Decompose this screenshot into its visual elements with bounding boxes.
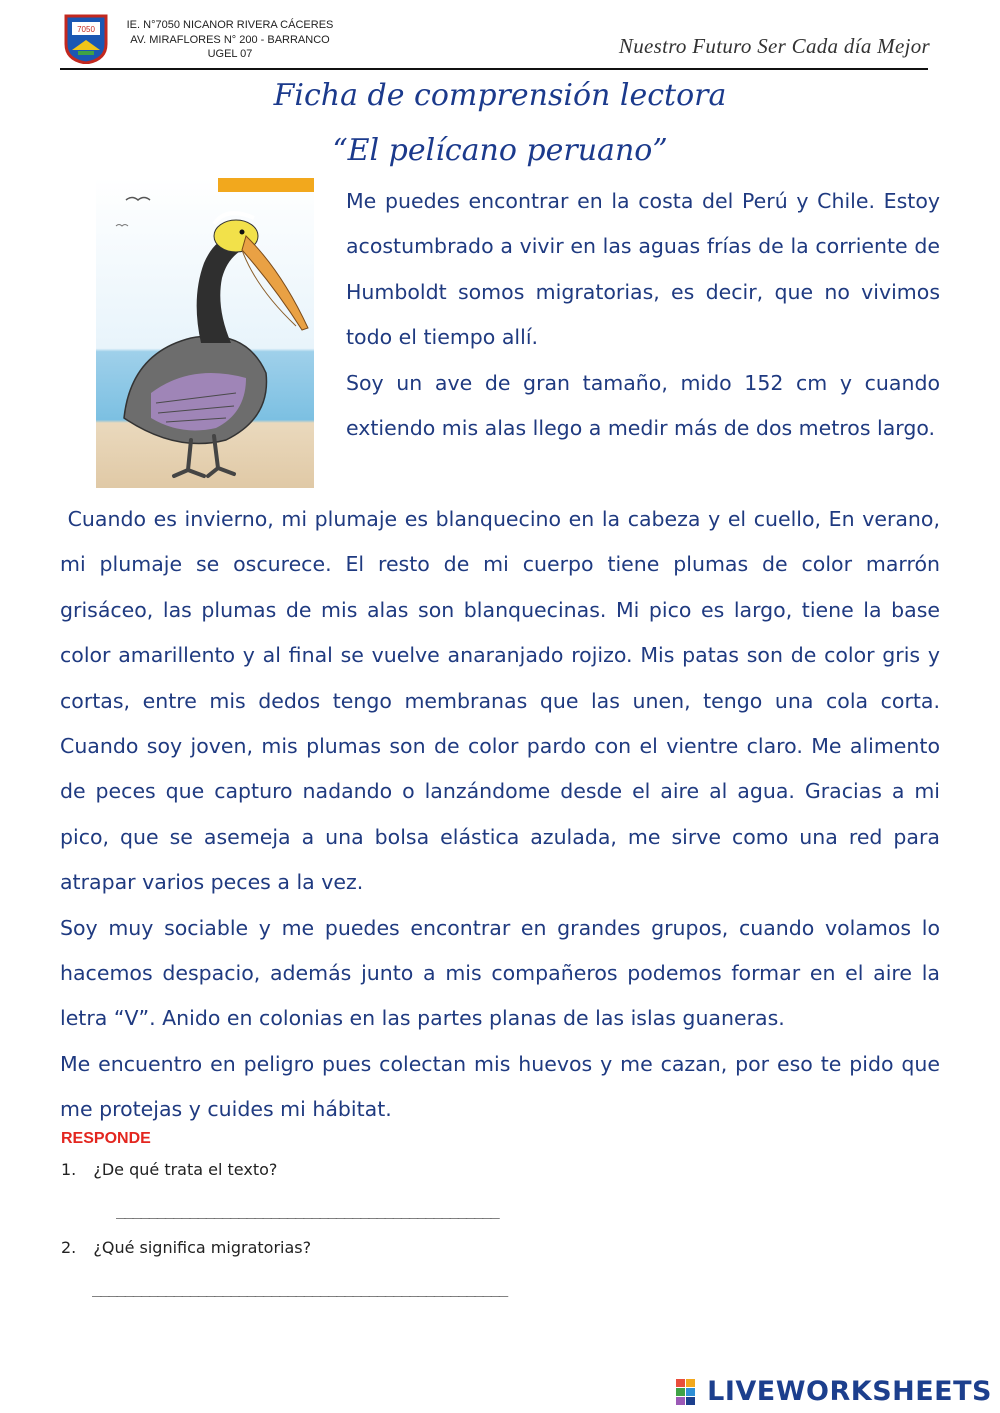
question-2 (61, 1238, 311, 1257)
question-1 (61, 1160, 277, 1179)
liveworksheets-brand[interactable]: LIVEWORKSHEETS (707, 1376, 992, 1407)
pelican-illustration (96, 178, 314, 488)
answer-2-line[interactable]: ___________________________________________________ (92, 1278, 507, 1297)
paragraph-4: Soy muy sociable y me puedes encontrar en grandes grupos, cuando volamos lo hacemos despacio, además junto a mis compañeros podemos formar en el aire la letra “V”. Anido en colonias en las partes planas de las islas guaneras. (60, 915, 940, 1031)
svg-text:7050: 7050 (77, 25, 95, 34)
paragraph-1: Me puedes encontrar en la costa del Perú y Chile. Estoy acostumbrado a vivir en las aguas frías de la corriente de Humboldt somos migratorias, es decir, que no vivimos todo el tiempo allí. (346, 189, 940, 350)
paragraph-5: Me encuentro en peligro pues colectan mis huevos y me cazan, por eso te pido que me protejas y cuides mi hábitat. (60, 1051, 940, 1122)
liveworksheets-logo-icon (676, 1379, 696, 1405)
answer-1-line[interactable]: _______________________________________________ (116, 1200, 499, 1219)
school-address: AV. MIRAFLORES N° 200 - BARRANCO (130, 33, 330, 46)
header-divider (60, 68, 928, 70)
pelican-image (96, 178, 314, 488)
paragraph-2: Soy un ave de gran tamaño, mido 152 cm y cuando extiendo mis alas llego a medir más de dos metros largo. (346, 370, 940, 441)
school-name: IE. N°7050 NICANOR RIVERA CÁCERES (126, 19, 334, 31)
school-info (110, 18, 350, 62)
school-motto: Nuestro Futuro Ser Cada día Mejor (618, 34, 930, 58)
story-title: “El pelícano peruano” (332, 133, 668, 168)
question-2-number: 2. (61, 1238, 77, 1257)
school-ugel: UGEL 07 (207, 48, 253, 60)
school-shield-icon (64, 14, 108, 64)
question-1-text: ¿De qué trata el texto? (93, 1160, 278, 1179)
worksheet-title: Ficha de comprensión lectora (273, 78, 727, 113)
school-logo (64, 14, 108, 64)
respond-heading: RESPONDE (61, 1130, 151, 1147)
paragraph-3: Cuando es invierno, mi plumaje es blanquecino en la cabeza y el cuello, En verano, mi plumaje se oscurece. El resto de mi cuerpo tiene plumas de color marrón grisáceo, las plumas de mis alas son blanquecinas. Mi pico es largo, tiene la base color amarillento y al final se vuelve anaranjado rojizo. Mis patas son de color gris y cortas, entre mis dedos tengo membranas que las unen, tengo una cola corta. Cuando soy joven, mis plumas son de color pardo con el vientre claro. Me alimento de peces que capturo nadando o lanzándome desde el aire al agua. Gracias a mi pico, que se asemeja a una bolsa elástica azulada, me sirve como una red para atrapar varios peces a la vez. (60, 507, 947, 895)
question-1-number: 1. (61, 1160, 77, 1179)
question-2-text: ¿Qué significa migratorias? (93, 1238, 312, 1257)
